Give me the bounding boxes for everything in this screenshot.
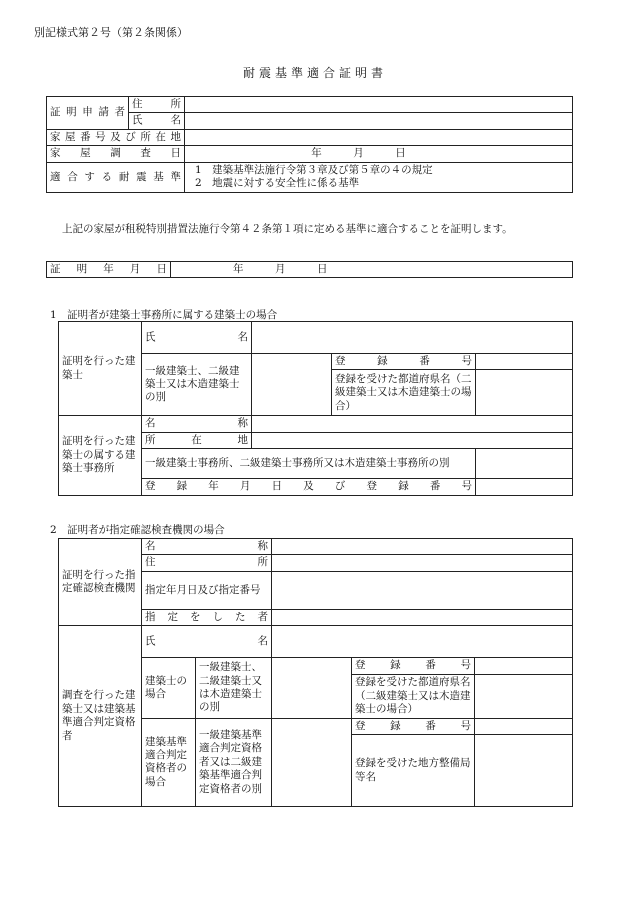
designation-field[interactable]	[272, 571, 573, 609]
standard-item-1[interactable]: 1 建築基準法施行令第３章及び第５章の４の規定	[195, 163, 433, 176]
reg-pref-label: 登録を受けた都道府県名（二級建築士又は木造建築士の場合）	[332, 370, 476, 416]
judge-reg-no-field[interactable]	[475, 718, 573, 734]
office-addr-label: 所 在 地	[142, 432, 252, 448]
designation-label: 指定年月日及び指定番号	[142, 571, 272, 609]
certification-statement: 上記の家屋が租税特別措置法施行令第４２条第１項に定める基準に適合することを証明します。	[62, 223, 513, 235]
section1-table	[58, 321, 573, 496]
arch-reg-pref-field[interactable]	[475, 674, 573, 718]
designator-field[interactable]	[272, 609, 573, 625]
reg-no-field[interactable]	[476, 354, 573, 370]
standard-label: 適合する耐震基準	[47, 162, 185, 192]
section1-heading: 1 証明者が建築士事務所に属する建築士の場合	[50, 309, 278, 321]
office-label: 証明を行った建築士の属する建築士事務所	[59, 416, 142, 495]
bureau-field[interactable]	[475, 735, 573, 807]
address-label: 住 所	[129, 97, 185, 113]
cert-date-table	[46, 261, 573, 278]
judge-class-field[interactable]	[272, 718, 352, 806]
page-title: 耐震基準適合証明書	[242, 66, 387, 80]
applicant-table	[46, 96, 573, 193]
house-number-label: 家屋番号及び所在地	[47, 129, 185, 145]
section2-table	[58, 538, 573, 807]
office-reg-field[interactable]	[476, 479, 573, 495]
office-name-field[interactable]	[252, 416, 573, 432]
architect-name-label: 氏 名	[142, 322, 252, 354]
cert-date-field[interactable]: 年 月 日	[171, 262, 573, 278]
reg-pref-field[interactable]	[476, 370, 573, 416]
cert-date-label: 証 明 年 月 日	[47, 262, 171, 278]
arch-case-label: 建築士の場合	[142, 658, 196, 718]
architect-label: 証明を行った建築士	[59, 322, 142, 416]
name-label: 氏 名	[129, 113, 185, 129]
agency-label: 証明を行った指定確認検査機関	[59, 539, 142, 626]
standard-options	[185, 162, 573, 192]
designator-label: 指定をした者	[142, 609, 272, 625]
architect-name-field[interactable]	[252, 322, 573, 354]
arch-reg-no-label: 登 録 番 号	[352, 658, 475, 674]
arch-reg-pref-label: 登録を受けた都道府県名（二級建築士又は木造建築士の場合）	[352, 674, 475, 718]
house-number-field[interactable]	[185, 129, 573, 145]
architect-class-label: 一級建築士、二級建築士又は木造建築士の別	[142, 354, 252, 416]
arch-class-field[interactable]	[272, 658, 352, 718]
applicant-label: 証明申請者	[47, 97, 129, 130]
office-addr-field[interactable]	[252, 432, 573, 448]
survey-date-label: 家 屋 調 査 日	[47, 146, 185, 162]
arch-class-label: 一級建築士、二級建築士又は木造建築士の別	[196, 658, 272, 718]
reg-no-label: 登 録 番 号	[332, 354, 476, 370]
judge-reg-no-label: 登 録 番 号	[352, 718, 475, 734]
inspector-label: 調査を行った建築士又は建築基準適合判定資格者	[59, 626, 142, 807]
architect-class-field[interactable]	[252, 354, 332, 416]
inspector-name-field[interactable]	[272, 626, 573, 658]
judge-class-label: 一級建築基準適合判定資格者又は二級建築基準適合判定資格者の別	[196, 718, 272, 806]
section2-heading: 2 証明者が指定確認検査機関の場合	[50, 524, 225, 536]
agency-address-field[interactable]	[272, 555, 573, 571]
office-reg-label: 登録年月日及び登録番号	[142, 479, 476, 495]
agency-name-field[interactable]	[272, 539, 573, 555]
bureau-label: 登録を受けた地方整備局等名	[352, 735, 475, 807]
office-class-field[interactable]	[476, 449, 573, 479]
survey-date-field[interactable]: 年 月 日	[185, 146, 573, 162]
name-field[interactable]	[185, 113, 573, 129]
standard-item-2[interactable]: 2 地震に対する安全性に係る基準	[195, 177, 360, 190]
address-field[interactable]	[185, 97, 573, 113]
judge-case-label: 建築基準適合判定資格者の場合	[142, 718, 196, 806]
office-name-label: 名 称	[142, 416, 252, 432]
form-number: 別記様式第２号（第２条関係）	[34, 26, 188, 39]
agency-name-label: 名 称	[142, 539, 272, 555]
office-class-label: 一級建築士事務所、二級建築士事務所又は木造建築士事務所の別	[142, 449, 476, 479]
inspector-name-label: 氏 名	[142, 626, 272, 658]
arch-reg-no-field[interactable]	[475, 658, 573, 674]
agency-address-label: 住 所	[142, 555, 272, 571]
